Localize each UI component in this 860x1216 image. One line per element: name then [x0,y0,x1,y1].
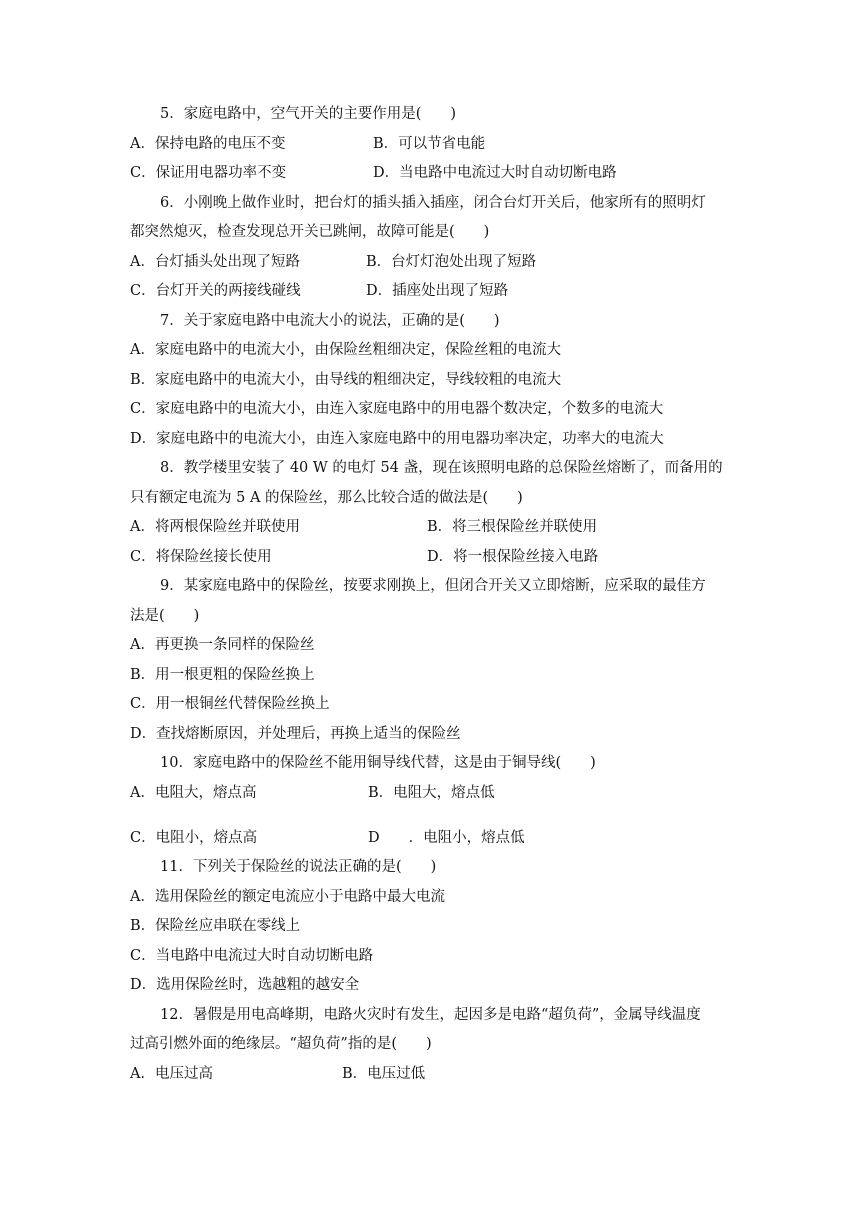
question-11-option-b: B．保险丝应串联在零线上 [130,918,301,934]
question-12-stem-line-1: 12．暑假是用电高峰期，电路火灾时有发生，起因多是电路“超负荷”，金属导线温度 [160,1007,701,1023]
question-9-option-a: A．再更换一条同样的保险丝 [130,637,315,653]
question-11-option-c: C．当电路中电流过大时自动切断电路 [130,948,374,964]
question-8-option-b: B．将三根保险丝并联使用 [427,519,598,535]
question-6-option-a: A．台灯插头处出现了短路 [130,254,300,270]
question-12-option-a: A．电压过高 [130,1066,213,1082]
question-11-option-d: D．选用保险丝时，选越粗的越安全 [130,977,360,993]
question-5-option-a: A．保持电路的电压不变 [130,136,286,152]
question-8-option-d: D．将一根保险丝接入电路 [427,549,599,565]
question-6-option-b: B．台灯灯泡处出现了短路 [366,254,537,270]
question-7-option-c: C．家庭电路中的电流大小，由连入家庭电路中的用电器个数决定，个数多的电流大 [130,401,664,417]
question-6-option-c: C．台灯开关的两接线碰线 [130,283,301,299]
question-10-option-d: D ．电阻小，熔点低 [368,830,525,846]
question-8-stem-line-2: 只有额定电流为 5 A 的保险丝，那么比较合适的做法是( ) [130,490,523,506]
question-7-stem: 7．关于家庭电路中电流大小的说法，正确的是( ) [160,313,500,329]
question-5-stem: 5．家庭电路中，空气开关的主要作用是( ) [160,106,457,122]
question-8-option-a: A．将两根保险丝并联使用 [130,519,300,535]
question-9-stem-line-1: 9．某家庭电路中的保险丝，按要求刚换上，但闭合开关又立即熔断，应采取的最佳方 [160,578,706,594]
question-11-option-a: A．选用保险丝的额定电流应小于电路中最大电流 [130,889,445,905]
question-11-stem: 11．下列关于保险丝的说法正确的是( ) [160,859,437,875]
question-10-option-b: B．电阻大，熔点低 [368,785,495,801]
question-7-option-b: B．家庭电路中的电流大小，由导线的粗细决定，导线较粗的电流大 [130,372,562,388]
question-7-option-a: A．家庭电路中的电流大小，由保险丝粗细决定，保险丝粗的电流大 [130,342,561,358]
question-9-option-b: B．用一根更粗的保险丝换上 [130,667,315,683]
question-10-stem: 10．家庭电路中的保险丝不能用铜导线代替，这是由于铜导线( ) [160,755,596,771]
question-6-stem-line-2: 都突然熄灭，检查发现总开关已跳闸，故障可能是( ) [130,224,490,240]
question-9-option-c: C．用一根铜丝代替保险丝换上 [130,696,330,712]
question-5-option-c: C．保证用电器功率不变 [130,165,287,181]
question-5-option-b: B．可以节省电能 [373,136,486,152]
question-12-option-b: B．电压过低 [342,1066,426,1082]
question-12-stem-line-2: 过高引燃外面的绝缘层。“超负荷”指的是( ) [130,1036,432,1052]
question-10-option-a: A．电阻大，熔点高 [130,785,257,801]
question-9-option-d: D．查找熔断原因，并处理后，再换上适当的保险丝 [130,726,461,742]
question-5-option-d: D．当电路中电流过大时自动切断电路 [373,165,617,181]
question-6-option-d: D．插座处出现了短路 [366,283,509,299]
question-6-stem-line-1: 6．小刚晚上做作业时，把台灯的插头插入插座，闭合台灯开关后，他家所有的照明灯 [160,195,706,211]
question-8-option-c: C．将保险丝接长使用 [130,549,272,565]
question-7-option-d: D．家庭电路中的电流大小，由连入家庭电路中的用电器功率决定，功率大的电流大 [130,431,664,447]
question-9-stem-line-2: 法是( ) [130,608,200,624]
question-8-stem-line-1: 8．教学楼里安装了 40 W 的电灯 54 盏，现在该照明电路的总保险丝熔断了，而备用的 [160,460,723,476]
question-10-option-c: C．电阻小，熔点高 [130,830,258,846]
